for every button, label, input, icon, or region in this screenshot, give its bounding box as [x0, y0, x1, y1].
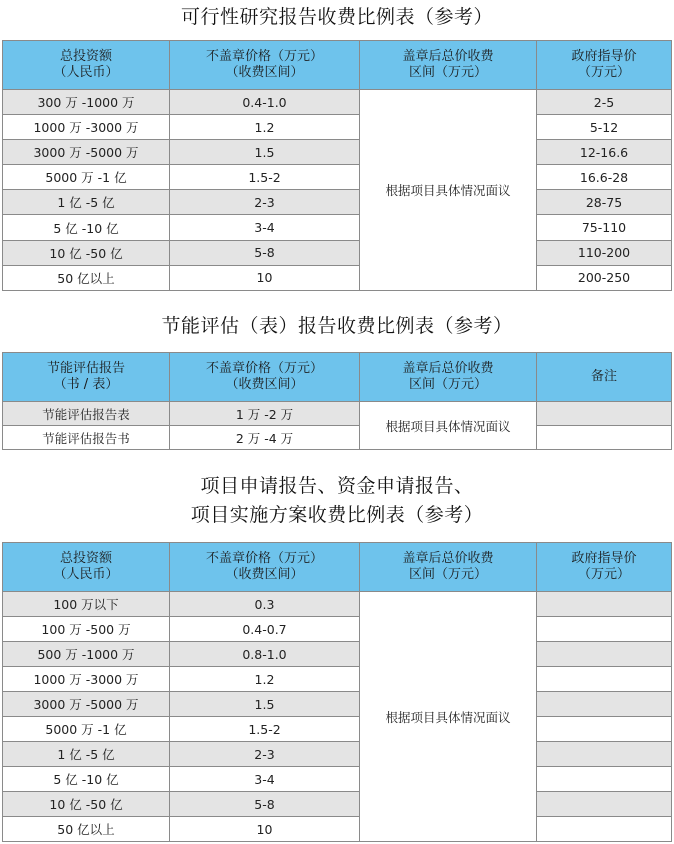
- guide-price-cell: 28-75: [537, 190, 672, 215]
- column-header-line: 总投资额: [59, 49, 112, 64]
- table-row: [3, 215, 672, 240]
- negotiable-note-cell: 根据项目具体情况面议: [360, 90, 537, 291]
- row-label-cell: 10 亿 -50 亿: [3, 240, 170, 265]
- guide-price-cell: [537, 742, 672, 767]
- column-header-line: 不盖章价格（万元）: [205, 361, 323, 376]
- column-header: [170, 353, 360, 402]
- price-range-cell: 1.5: [170, 692, 360, 717]
- row-label-cell: 5000 万 -1 亿: [3, 165, 170, 190]
- guide-price-cell: [537, 667, 672, 692]
- guide-price-cell: 5-12: [537, 115, 672, 140]
- guide-price-cell: [537, 642, 672, 667]
- price-range-cell: 1.2: [170, 667, 360, 692]
- price-range-cell: 5-8: [170, 792, 360, 817]
- guide-price-cell: 110-200: [537, 240, 672, 265]
- guide-price-cell: [537, 426, 672, 450]
- column-header-line: （人民币）: [53, 567, 119, 582]
- row-label-cell: 3000 万 -5000 万: [3, 692, 170, 717]
- column-header-line: （收费区间）: [225, 65, 304, 80]
- guide-price-cell: [537, 792, 672, 817]
- column-header-line: 区间（万元）: [408, 65, 487, 80]
- table-row: [3, 190, 672, 215]
- row-label-cell: 100 万 -500 万: [3, 617, 170, 642]
- table-row: [3, 767, 672, 792]
- price-range-cell: 0.4-0.7: [170, 617, 360, 642]
- table-row: [3, 592, 672, 617]
- column-header: [3, 543, 170, 592]
- column-header-line: 政府指导价: [571, 49, 637, 64]
- column-header-line: 备注: [590, 369, 617, 384]
- section-2-title: 节能评估（表）报告收费比例表（参考）: [161, 315, 513, 337]
- column-header-line: 节能评估报告: [46, 361, 125, 376]
- column-header-line: 盖章后总价收费: [402, 551, 494, 566]
- negotiable-note-cell: 根据项目具体情况面议: [360, 402, 537, 450]
- section-3-title-line-2: 项目实施方案收费比例表（参考）: [190, 504, 484, 526]
- table-row: [3, 692, 672, 717]
- row-label-cell: 10 亿 -50 亿: [3, 792, 170, 817]
- guide-price-cell: 200-250: [537, 265, 672, 290]
- guide-price-cell: 2-5: [537, 90, 672, 115]
- section-3-title-line-1: 项目申请报告、资金申请报告、: [200, 475, 474, 497]
- price-range-cell: 0.8-1.0: [170, 642, 360, 667]
- guide-price-cell: [537, 692, 672, 717]
- column-header-line: 盖章后总价收费: [402, 49, 494, 64]
- guide-price-cell: [537, 717, 672, 742]
- column-header: [537, 353, 672, 402]
- column-header-line: 不盖章价格（万元）: [205, 551, 323, 566]
- row-label-cell: 300 万 -1000 万: [3, 90, 170, 115]
- table-row: [3, 792, 672, 817]
- table-row: [3, 140, 672, 165]
- column-header-line: 区间（万元）: [408, 567, 487, 582]
- feasibility-fee-table: [2, 40, 672, 291]
- energy-assessment-fee-table: [2, 352, 672, 450]
- row-label-cell: 100 万以下: [3, 592, 170, 617]
- guide-price-cell: [537, 767, 672, 792]
- column-header-line: 政府指导价: [571, 551, 637, 566]
- column-header-line: （书 / 表）: [53, 377, 119, 392]
- table-row: [3, 402, 672, 426]
- row-label-cell: 3000 万 -5000 万: [3, 140, 170, 165]
- table-row: [3, 642, 672, 667]
- price-range-cell: 5-8: [170, 240, 360, 265]
- column-header: [170, 41, 360, 90]
- price-range-cell: 2 万 -4 万: [170, 426, 360, 450]
- table-row: [3, 90, 672, 115]
- price-range-cell: 1.5: [170, 140, 360, 165]
- column-header-line: （万元）: [577, 65, 630, 80]
- column-header-line: 区间（万元）: [408, 377, 487, 392]
- row-label-cell: 1 亿 -5 亿: [3, 190, 170, 215]
- column-header: [537, 543, 672, 592]
- column-header: [360, 543, 537, 592]
- table-row: [3, 115, 672, 140]
- guide-price-cell: [537, 402, 672, 426]
- table-row: [3, 426, 672, 450]
- row-label-cell: 节能评估报告表: [3, 402, 170, 426]
- row-label-cell: 1000 万 -3000 万: [3, 667, 170, 692]
- row-label-cell: 1 亿 -5 亿: [3, 742, 170, 767]
- column-header: [170, 543, 360, 592]
- table-row: [3, 240, 672, 265]
- price-range-cell: 10: [170, 817, 360, 842]
- table-row: [3, 742, 672, 767]
- price-range-cell: 1.5-2: [170, 165, 360, 190]
- price-range-cell: 3-4: [170, 767, 360, 792]
- price-range-cell: 3-4: [170, 215, 360, 240]
- row-label-cell: 节能评估报告书: [3, 426, 170, 450]
- row-label-cell: 1000 万 -3000 万: [3, 115, 170, 140]
- column-header-line: （万元）: [577, 567, 630, 582]
- guide-price-cell: [537, 592, 672, 617]
- row-label-cell: 5 亿 -10 亿: [3, 767, 170, 792]
- price-range-cell: 0.3: [170, 592, 360, 617]
- project-application-fee-table: [2, 542, 672, 842]
- column-header-line: （收费区间）: [225, 567, 304, 582]
- guide-price-cell: 12-16.6: [537, 140, 672, 165]
- price-range-cell: 2-3: [170, 742, 360, 767]
- row-label-cell: 50 亿以上: [3, 817, 170, 842]
- table-row: [3, 165, 672, 190]
- row-label-cell: 5000 万 -1 亿: [3, 717, 170, 742]
- column-header: [3, 41, 170, 90]
- price-range-cell: 2-3: [170, 190, 360, 215]
- table-row: [3, 817, 672, 842]
- guide-price-cell: 75-110: [537, 215, 672, 240]
- column-header: [3, 353, 170, 402]
- table-row: [3, 717, 672, 742]
- price-range-cell: 10: [170, 265, 360, 290]
- price-range-cell: 1 万 -2 万: [170, 402, 360, 426]
- column-header-line: （收费区间）: [225, 377, 304, 392]
- negotiable-note-cell: 根据项目具体情况面议: [360, 592, 537, 842]
- guide-price-cell: [537, 817, 672, 842]
- row-label-cell: 5 亿 -10 亿: [3, 215, 170, 240]
- column-header: [537, 41, 672, 90]
- section-1-title: 可行性研究报告收费比例表（参考）: [180, 6, 493, 28]
- row-label-cell: 500 万 -1000 万: [3, 642, 170, 667]
- guide-price-cell: 16.6-28: [537, 165, 672, 190]
- column-header-line: 盖章后总价收费: [402, 361, 494, 376]
- table-row: [3, 617, 672, 642]
- price-range-cell: 1.5-2: [170, 717, 360, 742]
- column-header: [360, 353, 537, 402]
- table-row: [3, 265, 672, 290]
- price-range-cell: 0.4-1.0: [170, 90, 360, 115]
- column-header-line: （人民币）: [53, 65, 119, 80]
- column-header-line: 总投资额: [59, 551, 112, 566]
- row-label-cell: 50 亿以上: [3, 265, 170, 290]
- column-header: [360, 41, 537, 90]
- guide-price-cell: [537, 617, 672, 642]
- price-range-cell: 1.2: [170, 115, 360, 140]
- table-row: [3, 667, 672, 692]
- column-header-line: 不盖章价格（万元）: [205, 49, 323, 64]
